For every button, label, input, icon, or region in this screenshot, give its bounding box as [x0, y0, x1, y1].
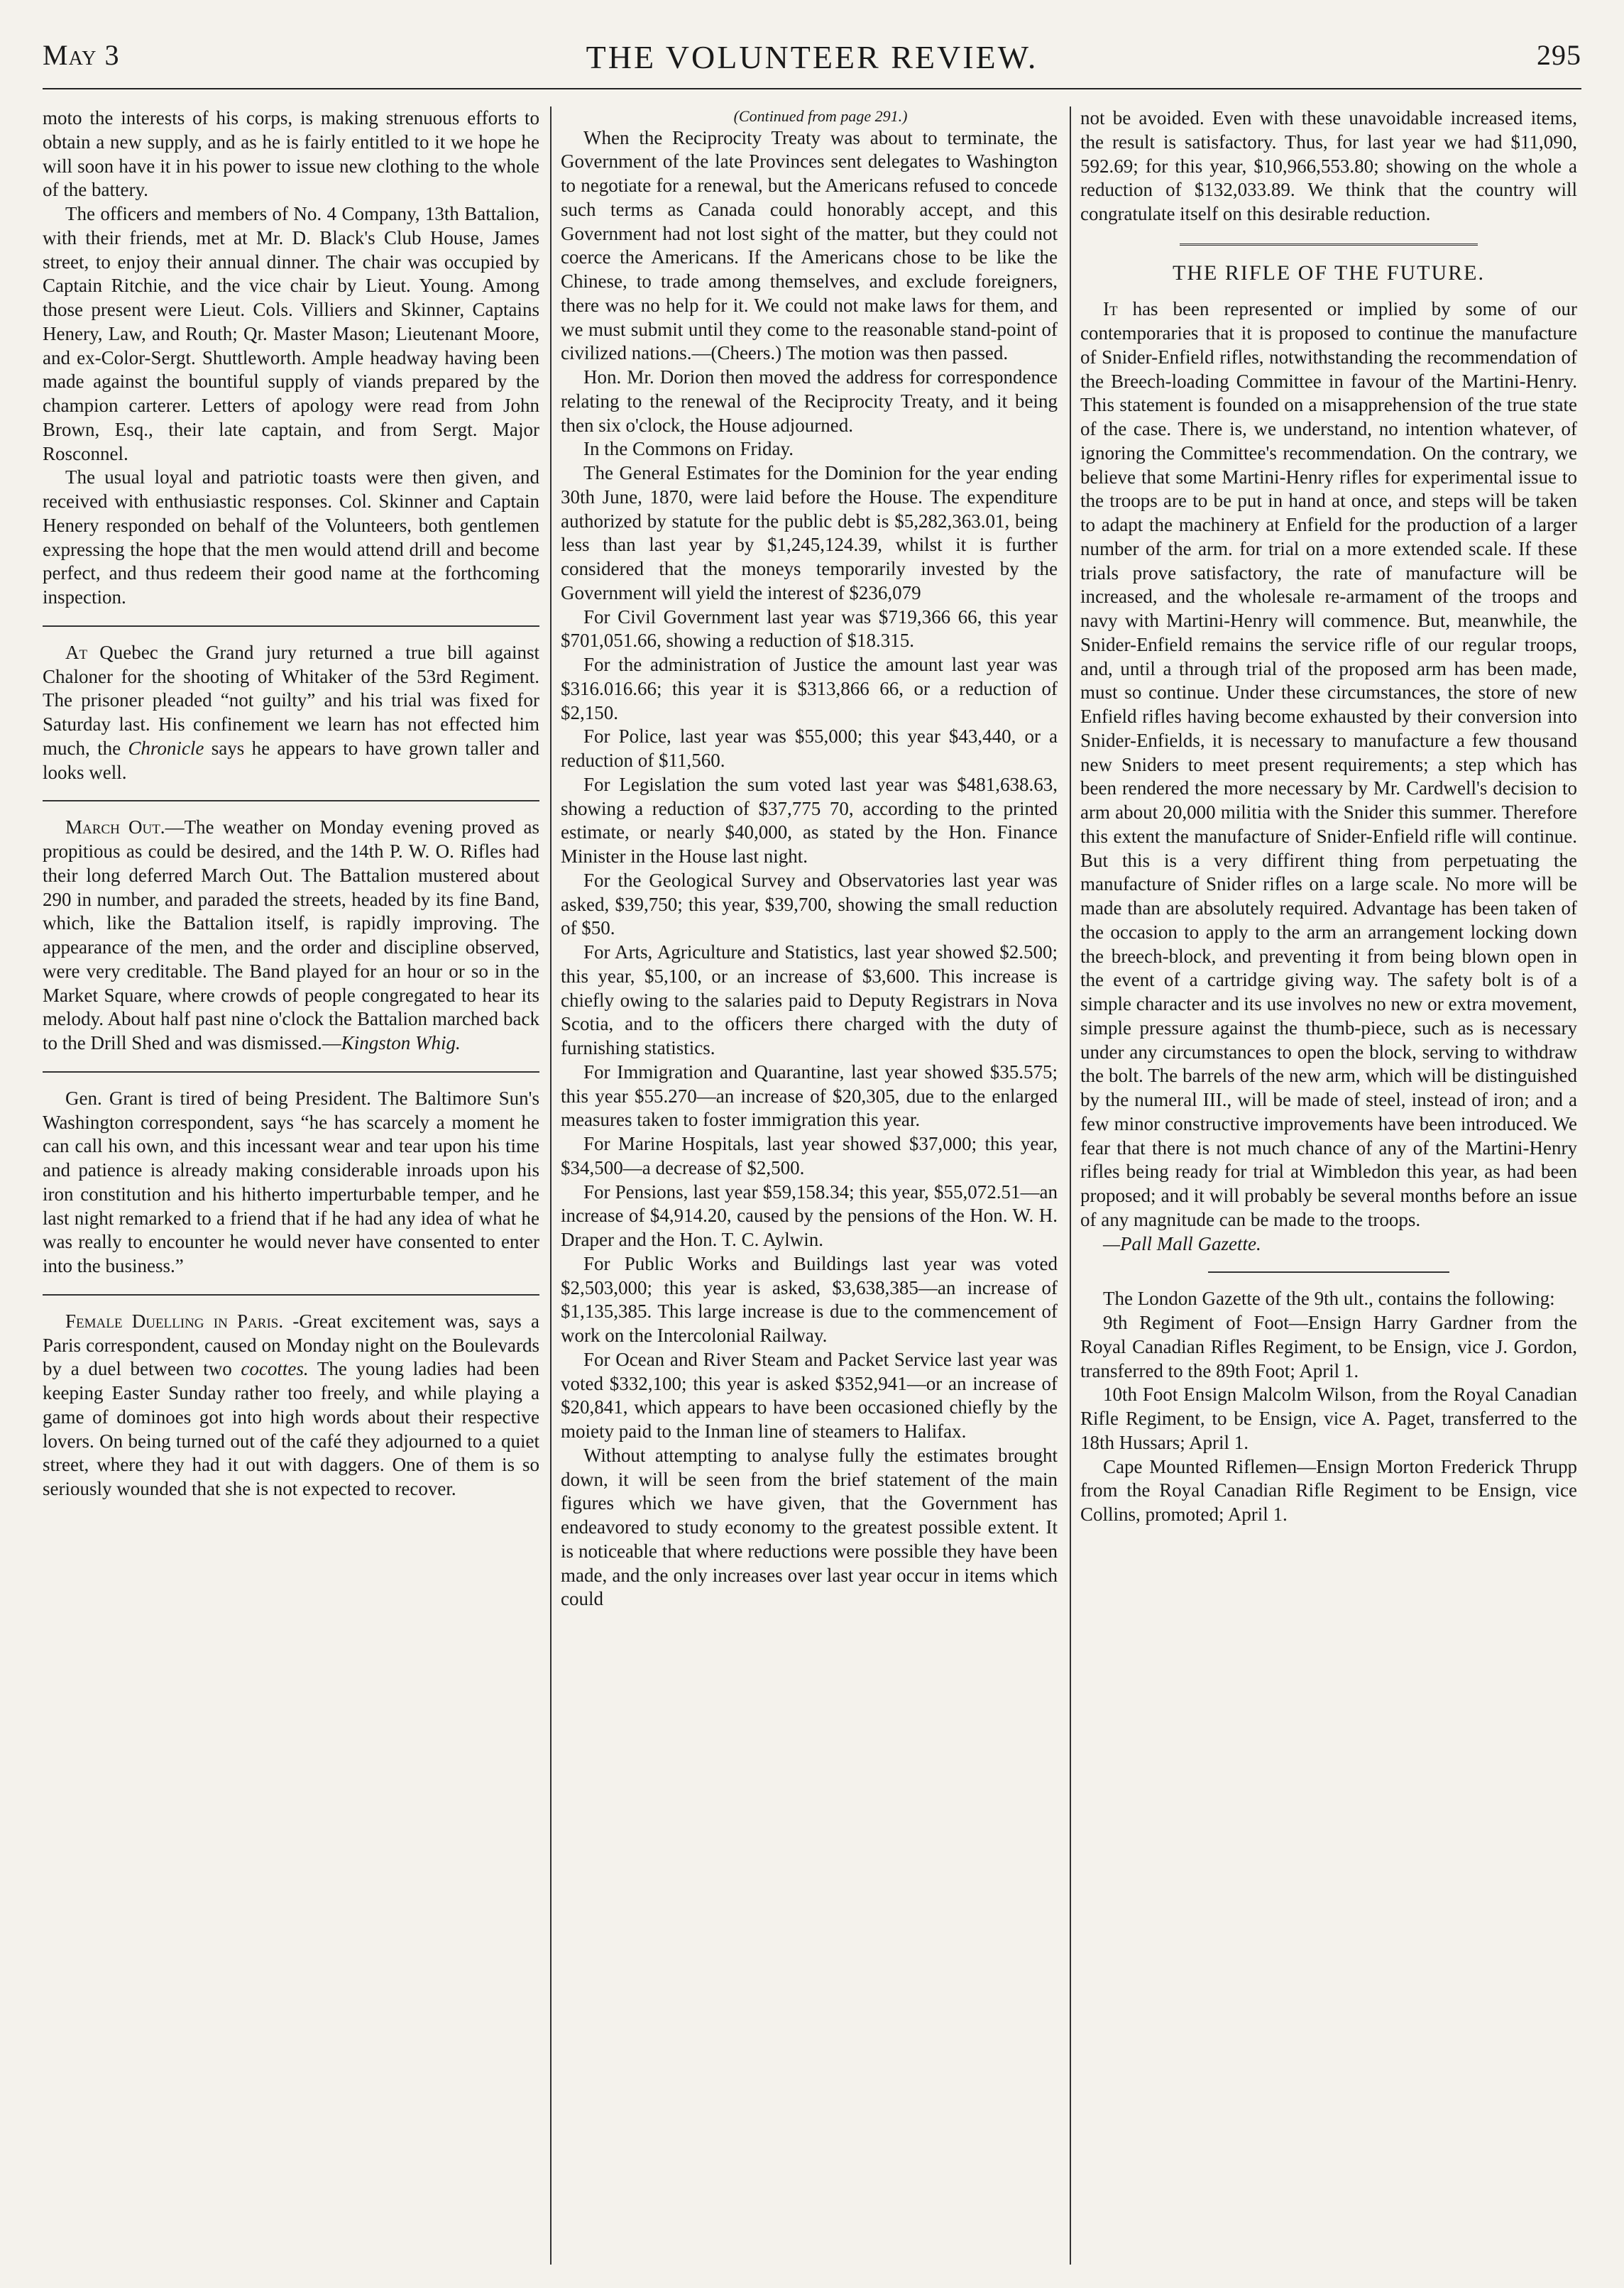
continued-note: (Continued from page 291.): [733, 107, 908, 125]
item-text: Quebec the Grand jury returned a true bill against Chaloner for the shooting of Whitaker of the 53rd Regiment. The prisoner pleaded “not guilty” and his trial was fixed for Saturday last. His confinement we learn has not effected him much, the: [43, 641, 539, 759]
item-text: Washington correspondent, says “he has scarcely a moment he can call his own, and this incessant wear and tear upon his time and patience is already making considerable inroads upon his iron constitution and his hitherto imperturbable temper, and he last night remarked to a friend that if he had any idea of what he was really to encounter he would never have consented to enter into the business.”: [43, 1111, 539, 1276]
article-paragraph: For the Geological Survey and Observatories last year was asked, $39,750; this year, $39,700, showing the small reduction of $50.: [561, 869, 1058, 939]
page-number: 295: [1537, 39, 1581, 71]
article-paragraph: For Police, last year was $55,000; this year $43,440, or a reduction of $11,560.: [561, 726, 1058, 771]
article-paragraph: For Ocean and River Steam and Packet Service last year was voted $332,100; this year is asked $352,941—or an increase of $20,841, which appears to have been occasioned chiefly by the moiety paid to the Inman line of steamers to Halifax.: [561, 1348, 1058, 1442]
quebec-item: [43, 641, 539, 785]
item-heading: March Out.: [65, 816, 165, 838]
gazette-entry: 10th Foot Ensign Malcolm Wilson, from the Royal Canadian Rifle Regiment, to be Ensign, vice A. Paget, transferred to the 18th Hussars; April 1.: [1080, 1384, 1577, 1453]
article-divider: [43, 800, 539, 801]
lead-word: At: [65, 641, 88, 663]
paper-name: Sun's: [498, 1087, 539, 1109]
duel-item: [43, 1310, 539, 1501]
section-divider: [1180, 243, 1478, 250]
gazette-entry: 9th Regiment of Foot—Ensign Harry Gardner from the Royal Canadian Rifles Regiment, to be Ensign, vice J. Gordon, transferred to the 89th Foot; April 1.: [1080, 1312, 1577, 1381]
article-paragraph: For Arts, Agriculture and Statistics, last year showed $2.500; this year, $5,100, or an increase of $3,600. This increase is chiefly owing to the salaries paid to Deputy Registrars in Nova Scotia, and to the officers there charged with the duty of furnishing statistics.: [561, 941, 1058, 1058]
article-paragraph: The officers and members of No. 4 Company, 13th Battalion, with their friends, met at Mr. D. Black's Club House, James street, to enjoy their annual dinner. The chair was occupied by Captain Ritchie, and the vice chair by Lieut. Young. Among those present were Lieut. Cols. Villiers and Skinner, Captains Henery, Law, and Routh; Qr. Master Mason; Lieutenant Moore, and ex-Color-Sergt. Shuttleworth. Ample headway having been made against the bountiful supply of viands prepared by the champion carterer. Letters of apology were read from John Brown, Esq., their late captain, and from Sergt. Major Rosconnel.: [43, 203, 539, 464]
article-paragraph: When the Reciprocity Treaty was about to terminate, the Government of the late Provinces sent delegates to Washington to negotiate for a renewal, but the Americans refused to concede such terms as Canada could honorably accept, and this Government had not lost sight of the matter, but they could not coerce the Americans. If the Americans chose to be like the Chinese, to trade among themselves, and exclude foreigners, there was no help for it. We could not make laws for them, and we must submit until they come to the reasonable stand-point of civilized nations.—(Cheers.) The motion was then passed.: [561, 126, 1058, 364]
article-text: has been represented or implied by some of our contemporaries that it is proposed to continue the manufacture of Snider-Enfield rifles, notwithstanding the recommendation of the Breech-loading Committee in favour of the Martini-Henry. This statement is founded on a misapprehension of the true state of the case. There is, we understand, no intention whatever, of ignoring the Committee's recommendation. On the contrary, we believe that some Martini-Henry rifles for experimental issue to the troops are to be put in hand at once, and steps will be taken to adapt the machinery at Enfield for the production of a larger number of the arm. for trial on a more extended scale. If these trials prove satisfactory, the rate of manufacture will be increased, and the wholesale re-armament of the troops and navy with Martini-Henry will commence. But, meanwhile, the Snider-Enfield remains the service rifle of our regular troops, and, until a through trial of the proposed arm has been made, must so continue. Under these circumstances, the store of new Enfield rifles having become exhausted by their conversion into Snider-Enfields, it is necessary to manufacture a few thousand new Sniders to meet present requirements; a step which has been rendered the more necessary by Mr. Cardwell's decision to arm about 20,000 militia with the Snider this summer. Therefore this extent the manufacture of Snider-Enfield rifle will continue. But this is a very diffirent thing from perpetuating the manufacture of Snider rifles on a large scale. No more will be made than are absolutely required. Advantage has been taken of the occasion to apply to the arm an arrangement locking down the breech-block, and preventing it from being blown open in the event of a cartridge giving way. The safety bolt is of a simple character and its use involves no new or extra movement, simple pressure against the thumb-piece, such as is necessary under any circumstances to open the block, serving to withdraw the bolt. The barrels of the new arm, which will be distinguished by the numeral III., will be made of steel, instead of iron; and a few minor constructive improvements have been introduced. We fear that there is not much chance of any of the Martini-Henry rifles being ready for trial at Wimbledon this year, as had been proposed; and it will probably be several months before an issue of any magnitude can be made to the troops.: [1080, 298, 1577, 1230]
article-paragraph: moto the interests of his corps, is making strenuous efforts to obtain a new supply, and as he is fairly entitled to it we hope he will soon have it in his power to issue new clothing to the whole of the battery.: [43, 107, 539, 201]
grant-item: [43, 1087, 539, 1279]
article-paragraph: In the Commons on Friday.: [583, 438, 794, 460]
header-date: May 3: [43, 39, 120, 71]
publication-title: THE VOLUNTEER REVIEW.: [586, 39, 1038, 75]
article-paragraph: For Civil Government last year was $719,366 66, this year $701,051.66, showing a reduction of $18.315.: [561, 606, 1058, 652]
article-divider: [43, 625, 539, 627]
article-source: —Pall Mall Gazette.: [1103, 1232, 1261, 1254]
lead-word: It: [1103, 298, 1118, 320]
column-rule: [1070, 106, 1071, 2265]
article-paragraph: Hon. Mr. Dorion then moved the address for correspondence relating to the renewal of the Reciprocity Treaty, and it being then six o'clock, the House adjourned.: [561, 366, 1058, 436]
section-heading: THE RIFLE OF THE FUTURE.: [1173, 261, 1485, 285]
item-source: Kingston Whig.: [341, 1032, 461, 1053]
article-paragraph: For the administration of Justice the amount last year was $316.016.66; this year it is $313,866 66, or a reduction of $2,150.: [561, 654, 1058, 723]
article-divider: [43, 1071, 539, 1073]
item-text: Gen. Grant is tired of being President. The Baltimore: [65, 1087, 492, 1109]
column-3: [1080, 106, 1577, 2265]
page-header: [43, 10, 1581, 89]
item-text: —The weather on Monday evening proved as propitious as could be desired, and the 14th P. W. O. Rifles had their long deferred March Out. The Battalion mustered about 290 in number, and paraded the streets, headed by its fine Band, which, like the Battalion itself, is rapidly improving. The appearance of the men, and the order and discipline observed, were very creditable. The Band played for an hour or so in the Market Square, where crowds of people congregated to hear its melody. About half past nine o'clock the Battalion marched back to the Drill Shed and was dismissed.—: [43, 816, 539, 1053]
march-out-item: [43, 816, 539, 1056]
column-rule: [550, 106, 552, 2265]
rifle-article: [1080, 297, 1577, 1232]
italic-word: cocottes.: [241, 1358, 309, 1380]
gazette-intro: The London Gazette of the 9th ult., contains the following:: [1103, 1288, 1555, 1310]
article-paragraph: For Marine Hospitals, last year showed $37,000; this year, $34,500—a decrease of $2,500.: [561, 1133, 1058, 1178]
item-text: The young ladies had been keeping Easter Sunday rather too freely, and while playing a game of dominoes got into high words about their respective lovers. On being turned out of the café they adjourned to a quiet street, where they had it out with daggers. One of them is so seriously wounded that she is not expected to recover.: [43, 1358, 539, 1499]
article-paragraph: not be avoided. Even with these unavoidable increased items, the result is satisfactory. Thus, for last year we had $11,090, 592.69; for this year, $10,966,553.80; showing on the whole a reduction of $132,033.89. We think that the country will congratulate itself on this desirable reduction.: [1080, 107, 1577, 224]
paper-name: Chronicle: [128, 737, 204, 759]
article-divider: [43, 1294, 539, 1296]
article-paragraph: The usual loyal and patriotic toasts were then given, and received with enthusiastic responses. Col. Skinner and Captain Henery responded on behalf of the Volunteers, both gentlemen expressing the hope that the men would attend drill and become perfect, and thus redeem their good name at the forthcoming inspection.: [43, 466, 539, 608]
article-paragraph: Without attempting to analyse fully the estimates brought down, it will be seen from the brief statement of the main figures which we have given, that the Government has endeavored to study economy to the greatest possible extent. It is noticeable that where reductions were possible they have been made, and the only increases over last year occur in items which could: [561, 1444, 1058, 1610]
item-text: -Great excitement was, says a Paris correspondent, caused on Monday night on the Boulevards by a duel between two: [43, 1310, 539, 1380]
gazette-entry: Cape Mounted Riflemen—Ensign Morton Frederick Thrupp from the Royal Canadian Rifle Regiment to be Ensign, vice Collins, promoted; April 1.: [1080, 1455, 1577, 1525]
article-paragraph: For Pensions, last year $59,158.34; this year, $55,072.51—an increase of $4,914.20, caused by the pensions of the Hon. W. H. Draper and the Hon. T. C. Aylwin.: [561, 1181, 1058, 1250]
article-divider: [1208, 1271, 1449, 1273]
article-paragraph: The General Estimates for the Dominion for the year ending 30th June, 1870, were laid before the House. The expenditure authorized by statute for the public debt is $5,282,363.01, being less than last year by $1,245,124.39, whilst it is further considered that the moneys temporarily invested by the Government will yield the interest of $236,079: [561, 462, 1058, 603]
article-paragraph: For Immigration and Quarantine, last year showed $35.575; this year $55.270—an increase of $20,305, due to the enlarged measures taken to foster immigration this year.: [561, 1061, 1058, 1131]
article-paragraph: For Public Works and Buildings last year was voted $2,503,000; this year is asked, $3,638,385—an increase of $1,135,385. This large increase is due to the commencement of work on the Intercolonial Railway.: [561, 1252, 1058, 1346]
item-text: says he appears to have grown taller and looks well.: [43, 737, 539, 783]
column-2: [561, 106, 1058, 2265]
item-heading: Female Duelling in Paris.: [65, 1310, 284, 1332]
article-paragraph: For Legislation the sum voted last year was $481,638.63, showing a reduction of $37,775 70, according to the printed estimate, or nearly $40,000, as stated by the Hon. Finance Minister in the House last night.: [561, 773, 1058, 867]
column-1: [43, 106, 539, 2265]
